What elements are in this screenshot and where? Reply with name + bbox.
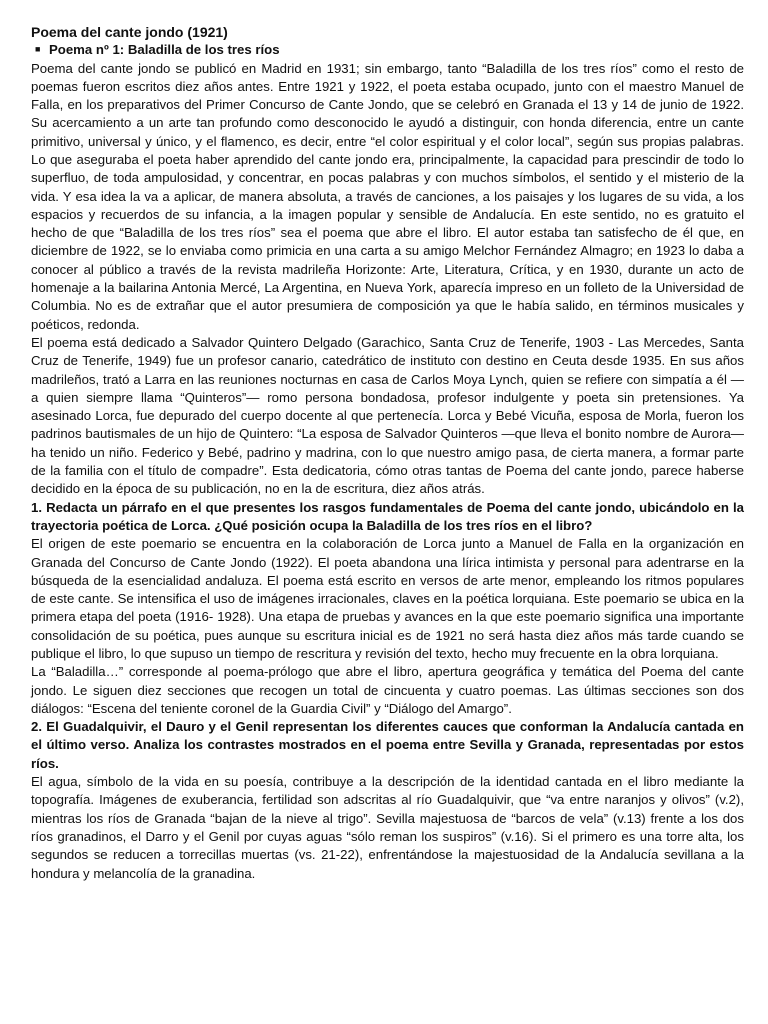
document-title: Poema del cante jondo (1921): [31, 24, 228, 40]
answer-1-paragraph-1: El origen de este poemario se encuentra en la colaboración de Lorca junto a Manuel de Falla en la organización en Granada del Concurso de Cante Jondo (1922). El poeta abandona una lírica intimista y personal para adentrarse en la búsqueda de la esencialidad andaluza. El poema está escrito en versos de arte menor, empleando los ritmos populares de este cante. Se intensifica el uso de imágenes irracionales, claves en la poética lorquiana. Este poemario se ubica en la primera etapa del poeta (1916- 1928). Una etapa de pruebas y avances en la que este poemario significa una importante consolidación de su poética, pues aunque su escritura inicial es de 1921 no será hasta diez años más tarde cuando se publique el libro, lo que supuso un tiempo de rescritura y revisión del texto, hecho muy frecuente en la obra lorquiana.: [31, 536, 744, 661]
answer-1-paragraph-2: La “Baladilla…” corresponde al poema-prólogo que abre el libro, apertura geográfica y temática del Poema del cante jondo. Le siguen diez secciones que recogen un total de cincuenta y cuatro poemas. Las últimas secciones son dos diálogos: “Escena del teniente coronel de la Guardia Civil” y “Diálogo del Amargo”.: [31, 664, 744, 716]
dedication-paragraph: El poema está dedicado a Salvador Quintero Delgado (Garachico, Santa Cruz de Tenerife, 1903 - Las Mercedes, Santa Cruz de Tenerife, 1949) fue un profesor canario, catedrático de instituto con destino en Ceuta desde 1935. En sus años madrileños, trató a Larra en las reuniones nocturnas en casa de Carlos Moya Lynch, quien se refiere con simpatía a él —a quien siempre llama “Quinteros”— romo persona bondadosa, profesor indulgente y poeta sin pretensiones. Ya asesinado Lorca, fue depurado del cuerpo docente al que pertenecía. Lorca y Bebé Vicuña, esposa de Morla, fueron los padrinos bautismales de un hijo de Quintero: “La esposa de Salvador Quinteros —que lleva el bonito nombre de Aurora— ha tenido un niño. Federico y Bebé, padrino y madrina, con lo que nuestro amigo pasa, de cierta manera, a formar parte de la familia con el título de compadre”. Esta dedicatoria, cómo otras tantas de Poema del cante jondo, parece haberse decidido en la época de su publicación, no en la de escritura, diez años atrás.: [31, 334, 744, 497]
bullet-icon: ■: [35, 44, 41, 54]
poem-subtitle-text: Poema nº 1: Baladilla de los tres ríos: [49, 42, 280, 57]
question-2: 2. El Guadalquivir, el Dauro y el Genil representan los diferentes cauces que conforman la Andalucía cantada en el último verso. Analiza los contrastes mostrados en el poema entre Sevilla y Granada, representadas por estos ríos.: [31, 719, 744, 771]
poem-subtitle: [31, 41, 744, 59]
answer-2-paragraph: El agua, símbolo de la vida en su poesía, contribuye a la descripción de la identidad cantada en el libro mediante la topografía. Imágenes de exuberancia, fertilidad son adscritas al río Guadalquivir, que “va entre naranjos y olivos” (v.2), mientras los ríos de Granada “bajan de la nieve al trigo”. Sevilla majestuosa de “barcos de vela” (v.13) frente a los dos ríos granadinos, el Darro y el Genil por cuyas aguas “sólo reman los suspiros” (v.16). Si el primero es una torre alta, los segundos se reducen a torrecillas muertas (vs. 21-22), enfrentándose la majestuosidad de la Andalucía sevillana a la hondura y melancolía de la granadina.: [31, 774, 744, 881]
intro-paragraph: Poema del cante jondo se publicó en Madrid en 1931; sin embargo, tanto “Baladilla de los tres ríos” como el resto de poemas fueron escritos diez años antes. Entre 1921 y 1922, el poeta estaba ocupado, junto con el maestro Manuel de Falla, en los preparativos del Primer Concurso de Cante Jondo, que se celebró en Granada el 13 y 14 de junio de 1922. Su acercamiento a un arte tan profundo como desconocido le ayudó a distinguir, con honda diferencia, entre un cante primitivo, universal y único, y el flamenco, es decir, entre “el color espiritual y el color local”, según sus propias palabras. Lo que aseguraba el poeta haber aprendido del cante jondo era, principalmente, la capacidad para prescindir de todo lo superfluo, de toda ampulosidad, y concentrar, en pocas palabras y con muchos símbolos, el sentido y el misterio de la vida. Y esa idea la va a aplicar, de manera absoluta, a través de canciones, a los paisajes y los lugares de su vida, a los espacios y recuerdos de su infancia, a la imagen popular y sensible de Andalucía. En este sentido, no es gratuito el hecho de que “Baladilla de los tres ríos” sea el poema que abre el libro. El autor estaba tan satisfecho de él que, en diciembre de 1922, se lo enviaba como primicia en una carta a su amigo Melchor Fernández Almagro; en 1923 lo daba a conocer al público a través de la revista madrileña Horizonte: Arte, Literatura, Crítica, y en 1930, durante un acto de homenaje a la bailarina Antonia Mercé, La Argentina, en Nueva York, aparecía impreso en un folleto de la Universidad de Columbia. No es de extrañar que el autor presumiera de composición ya que le había salido, en términos musicales y poéticos, redonda.: [31, 60, 744, 332]
question-1: 1. Redacta un párrafo en el que presentes los rasgos fundamentales de Poema del cante jondo, ubicándolo en la trayectoria poética de Lorca. ¿Qué posición ocupa la Baladilla de los tres ríos en el libro?: [31, 499, 744, 533]
